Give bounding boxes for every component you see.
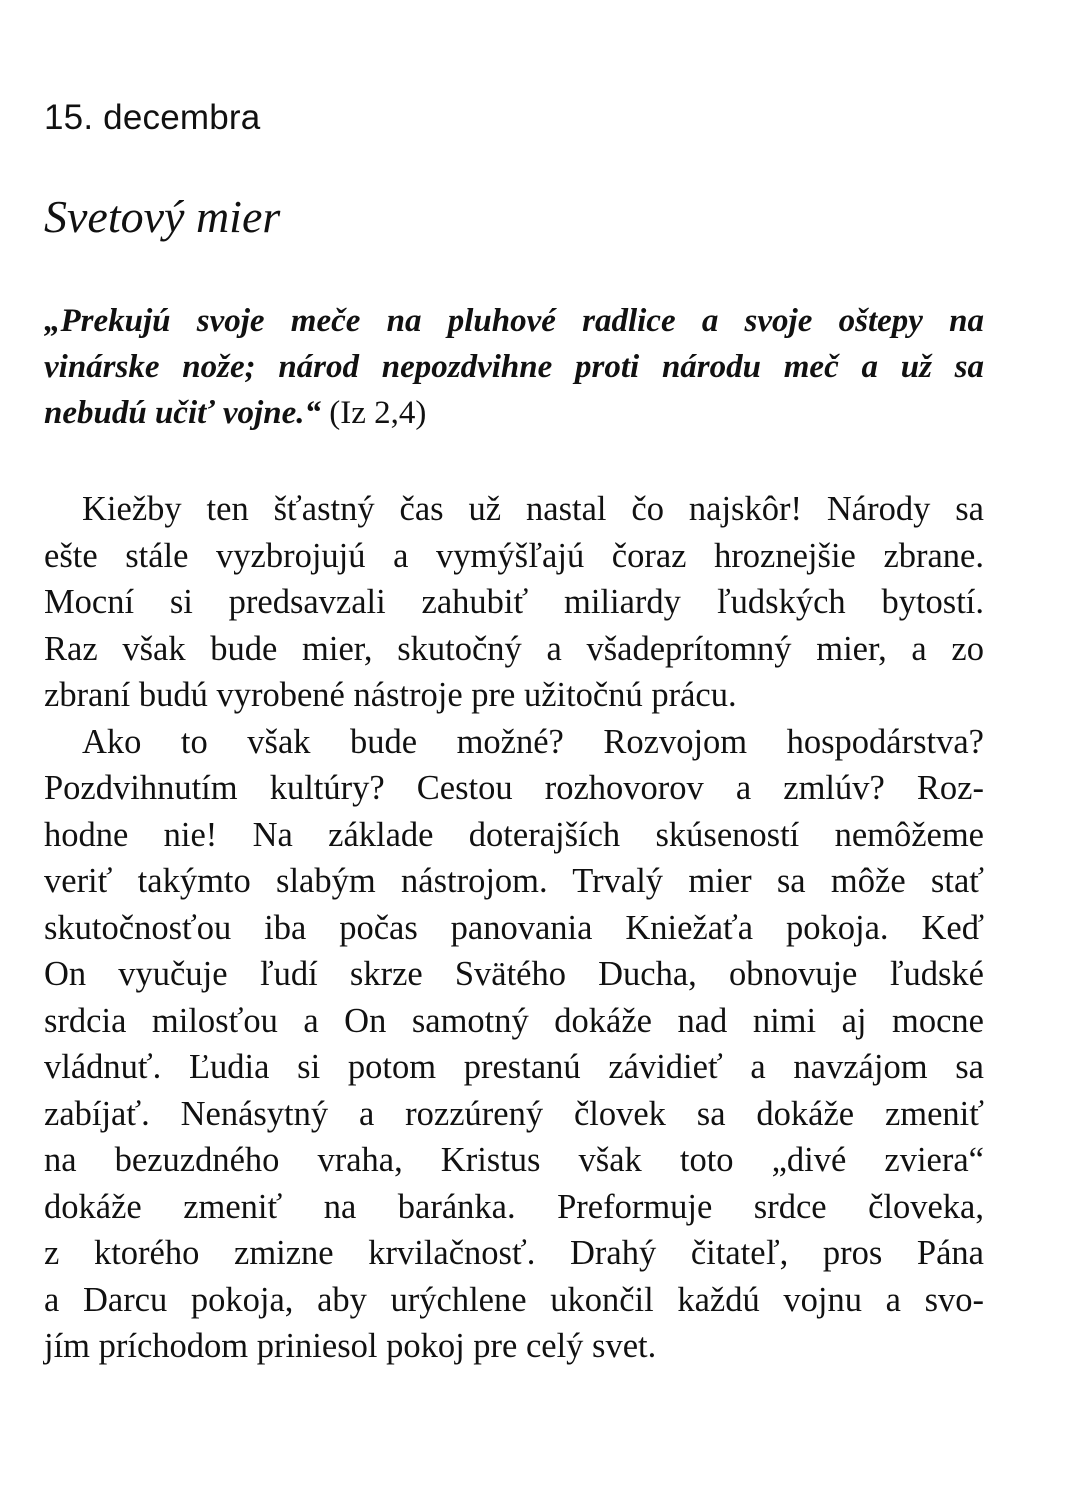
quote-line: „Prekujú svoje meče na pluhové radlice a svoje oštepy na — [44, 303, 984, 339]
text-line: Mocní si predsavzali zahubiť miliardy ľudských bytostí. — [44, 583, 984, 621]
text-line: dokáže zmeniť na baránka. Preformuje srdce človeka, — [44, 1187, 984, 1226]
quote-line: vinárske nože; národ nepozdvihne proti národu meč a už sa — [44, 349, 984, 385]
date-heading: 15. decembra — [44, 98, 261, 137]
paragraph-2 — [44, 719, 984, 1370]
text-line: zabíjať. Nenásytný a rozzúrený človek sa dokáže zmeniť — [44, 1094, 984, 1133]
text-line: zbraní budú vyrobené nástroje pre užitočnú prácu. — [44, 676, 737, 714]
text-line: On vyučuje ľudí skrze Svätého Ducha, obnovuje ľudské — [44, 955, 984, 993]
text-line: vládnuť. Ľudia si potom prestanú závidieť a navzájom sa — [44, 1048, 984, 1086]
text-line: ešte stále vyzbrojujú a vymýšľajú čoraz hroznejšie zbrane. — [44, 536, 984, 575]
text-line: hodne nie! Na základe doterajších skúseností nemôžeme — [44, 815, 984, 854]
body-text — [44, 486, 984, 1370]
paragraph-1 — [44, 486, 984, 719]
text-line: Ako to však bude možné? Rozvojom hospodárstva? — [82, 722, 984, 761]
quote-text: nebudú učiť vojne.“ — [44, 395, 321, 431]
quote-reference: (Iz 2,4) — [320, 395, 427, 431]
quote-line — [44, 390, 984, 436]
text-line: Kiežby ten šťastný čas už nastal čo najskôr! Národy sa — [82, 490, 984, 528]
text-line: veriť takýmto slabým nástrojom. Trvalý mier sa môže stať — [44, 862, 984, 900]
text-line: z ktorého zmizne krvilačnosť. Drahý čitateľ, pros Pána — [44, 1234, 984, 1272]
text-line: skutočnosťou iba počas panovania Kniežaťa pokoja. Keď — [44, 908, 984, 947]
text-line: a Darcu pokoja, aby urýchlene ukončil každú vojnu a svo- — [44, 1280, 984, 1319]
text-line: jím príchodom priniesol pokoj pre celý svet. — [44, 1327, 657, 1365]
bible-quote — [44, 298, 984, 436]
page-title: Svetový mier — [44, 191, 281, 242]
text-line: Pozdvihnutím kultúry? Cestou rozhovorov a zmlúv? Roz- — [44, 769, 984, 807]
text-line: na bezuzdného vraha, Kristus však toto „divé zviera“ — [44, 1141, 984, 1179]
text-line: Raz však bude mier, skutočný a všadeprítomný mier, a zo — [44, 629, 984, 668]
text-line: srdcia milosťou a On samotný dokáže nad nimi aj mocne — [44, 1001, 984, 1040]
